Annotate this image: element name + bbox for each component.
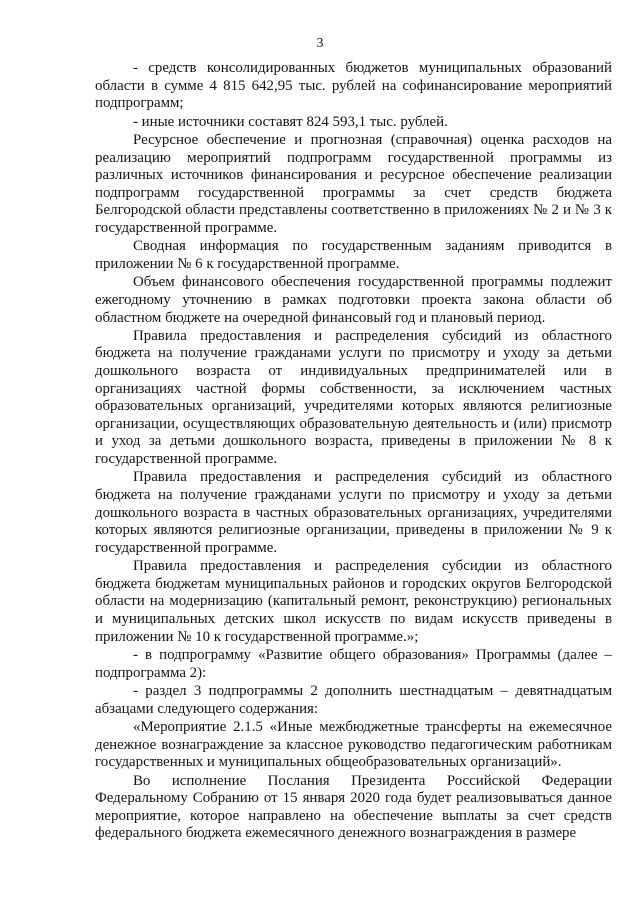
paragraph: - средств консолидированных бюджетов муниципальных образований области в сумме 4 815 642,95 тыс. рублей на софинансирование мероприятий подпрограмм;: [95, 60, 612, 112]
paragraph: Сводная информация по государственным заданиям приводится в приложении № 6 к государственной программе.: [95, 238, 612, 272]
paragraph: Во исполнение Послания Президента Российской Федерации Федеральному Собранию от 15 января 2020 года будет реализовываться данное мероприятие, которое направлено на обеспечение выплаты за счет средств федерального бюджета ежемесячного денежного вознаграждения в размере: [95, 772, 612, 842]
paragraph: - в подпрограмму «Развитие общего образования» Программы (далее – подпрограмма 2):: [95, 646, 612, 681]
paragraph: Правила предоставления и распределения субсидий из областного бюджета на получение гражданами услуги по присмотру и уходу за детьми дошкольного возраста в частных образовательных организациях, учредителями которых являются религиозные организации, приведены в приложении № 9 к государственной программе.: [95, 469, 612, 556]
paragraph: Ресурсное обеспечение и прогнозная (справочная) оценка расходов на реализацию мероприятий подпрограмм государственной программы из различных источников финансирования и ресурсное обеспечение реализации подпрограмм государственной программы за счет средств бюджета Белгородской области представлены соответственно в приложениях № 2 и № 3 к государственной программе.: [95, 131, 612, 236]
paragraph: - иные источники составят 824 593,1 тыс. рублей.: [133, 113, 448, 130]
document-body: [95, 60, 612, 843]
page-number: 3: [316, 36, 324, 51]
paragraph: Правила предоставления и распределения субсидий из областного бюджета на получение гражданами услуги по присмотру и уходу за детьми дошкольного возраста от индивидуальных предпринимателей или в организациях частной формы собственности, за исключением частных образовательных организаций, учредителями которых являются религиозные организации, осуществляющих образовательную деятельность и (или) присмотр и уход за детьми дошкольного возраста, приведены в приложении № 8 к государственной программе.: [95, 327, 612, 468]
paragraph: Правила предоставления и распределения субсидии из областного бюджета бюджетам муниципальных районов и городских округов Белгородской области на модернизацию (капитальный ремонт, реконструкцию) региональных и муниципальных детских школ искусств по видам искусств приведены в приложении № 10 к государственной программе.»;: [95, 558, 612, 645]
paragraph: Объем финансового обеспечения государственной программы подлежит ежегодному уточнению в рамках подготовки проекта закона области об областном бюджете на очередной финансовый год и плановый период.: [95, 274, 612, 326]
paragraph: «Мероприятие 2.1.5 «Иные межбюджетные трансферты на ежемесячное денежное вознаграждение за классное руководство педагогическим работникам государственных и муниципальных общеобразовательных организаций».: [95, 718, 612, 771]
paragraph: - раздел 3 подпрограммы 2 дополнить шестнадцатым – девятнадцатым абзацами следующего содержания:: [95, 682, 612, 717]
